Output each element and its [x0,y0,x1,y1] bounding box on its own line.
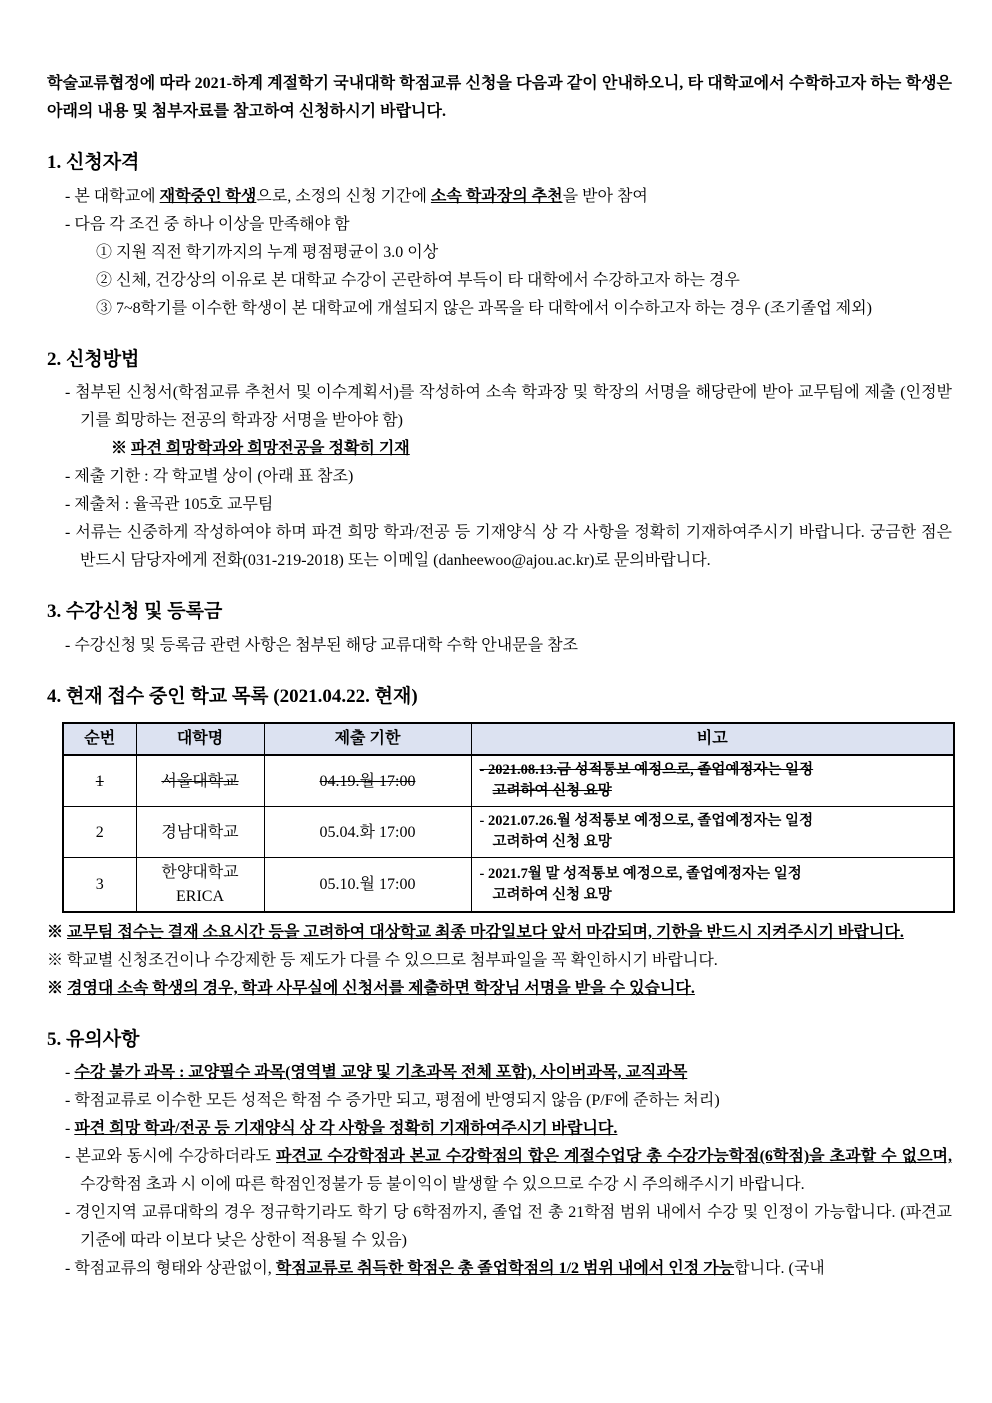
text-run: 소속 학과장의 추천 [430,187,563,205]
caution-item-form-accuracy [47,1115,952,1143]
remark-line: 고려하여 신청 요망 [492,783,612,800]
post-table-note-attachments: ※ 학교별 신청조건이나 수강제한 등 제도가 다를 수 있으므로 첨부파일을 꼭 확인하시기 바랍니다. [47,951,718,969]
remark-line: - 2021.08.13.금 성적통보 예정으로, 졸업예정자는 일정 [479,762,814,779]
text-run: ※ [111,440,132,458]
eligibility-condition-semester: ③ 7~8학기를 이수한 학생이 본 대학교에 개설되지 않은 과목을 타 대학에서 이수하고자 하는 경우 (조기졸업 제외) [96,299,872,317]
apply-deadline-item: - 제출 기한 : 각 학교별 상이 (아래 표 참조) [65,468,354,486]
university-line: 한양대학교 [161,864,239,882]
tuition-item: - 수강신청 및 등록금 관련 사항은 첨부된 해당 교류대학 수학 안내문을 참조 [65,636,579,654]
text-run: 파견 희망학과와 희망전공을 정확히 기재 [131,440,410,458]
text-run: 경영대 소속 학생의 경우, 학과 사무실에 신청서를 제출하면 학장님 서명을 받을 수 있습니다. [67,979,695,997]
section-5-heading: 5. 유의사항 [47,1028,140,1050]
text-run: - 본교와 동시에 수강하더라도 [65,1148,277,1166]
text-run: ※ [47,923,68,941]
cell-no: 2 [63,807,136,858]
text-run: 수강 불가 과목 : 교양필수 과목(영역별 교양 및 기초과목 전체 포함), 사이버과목, 교직과목 [74,1064,688,1082]
caution-item-restricted-courses [47,1059,952,1087]
caution-item-graduation-half [47,1255,952,1283]
col-header-university: 대학명 [136,723,264,755]
text-run: 으로, 소정의 신청 기간에 [256,187,431,205]
university-line: ERICA [176,887,224,905]
post-table-note-business-school [47,975,952,1003]
text-run: - 학점교류의 형태와 상관없이, [65,1260,276,1278]
post-table-note-deadline [47,919,952,947]
apply-docs-contact-item: - 서류는 신중하게 작성하여야 하며 파견 희망 학과/전공 등 기재양식 상 각 사항을 정확히 기재하여주시기 바랍니다. 궁금한 점은 반드시 담당자에게 전화(031-219-2018) 또는 이메일 (danheewoo@ajou.ac.kr)로 문의바랍니다. [65,524,952,570]
cell-no: 3 [63,858,136,912]
cell-deadline: 05.04.화 17:00 [264,807,471,858]
apply-method-item-form: - 첨부된 신청서(학점교류 추천서 및 이수계획서)를 작성하여 소속 학과장 및 학장의 서명을 해당란에 받아 교무팀에 제출 (인정받기를 희망하는 전공의 학과장 서명을 받아야 함) [65,384,952,430]
text-run: 파견교 수강학점과 본교 수강학점의 합은 계절수업당 총 수강가능학점(6학점)을 초과할 수 없으며, [276,1148,952,1166]
caution-item-grades [47,1087,952,1115]
cell-deadline: 05.10.월 17:00 [264,858,471,912]
text-run: 교무팀 접수는 결재 소요시간 등을 고려하여 대상학교 최종 마감일보다 앞서 마감되며, 기한을 반드시 지켜주시기 바랍니다. [67,923,904,941]
remark-line: - 2021.7월 말 성적통보 예정으로, 졸업예정자는 일정 [479,865,802,882]
text-run: 을 받아 참여 [562,187,648,205]
text-run: - 학점교류로 이수한 모든 성적은 학점 수 증가만 되고, 평점에 반영되지 않음 (P/F에 준하는 처리) [65,1092,720,1110]
apply-method-note [47,435,952,463]
cell-university [136,858,264,912]
text-run: 수강학점 초과 시 이에 따른 학점인정불가 등 불이익이 발생할 수 있으므로 수강 시 주의해주시기 바랍니다. [80,1176,805,1194]
section-2-heading: 2. 신청방법 [47,348,140,370]
cell-remark [471,807,954,858]
text-run: 합니다. (국내 [734,1260,825,1278]
caution-item-credit-limit [47,1143,952,1199]
col-header-no: 순번 [63,723,136,755]
table-row-hanyang-erica [63,858,954,912]
text-run: - [65,1120,75,1138]
section-1-heading: 1. 신청자격 [47,152,140,173]
text-run: - 본 대학교에 [65,187,160,205]
text-run: - [65,1064,75,1082]
text-run: 파견 희망 학과/전공 등 기재양식 상 각 사항을 정확히 기재하여주시기 바랍니다. [74,1120,618,1138]
intro-paragraph: 학술교류협정에 따라 2021-하계 계절학기 국내대학 학점교류 신청을 다음과 같이 안내하오니, 타 대학교에서 수학하고자 하는 학생은 아래의 내용 및 첨부자료를 참고하여 신청하시기 바랍니다. [47,75,952,120]
col-header-deadline: 제출 기한 [264,723,471,755]
eligibility-condition-health: ② 신체, 건강상의 이유로 본 대학교 수강이 곤란하여 부득이 타 대학에서 수강하고자 하는 경우 [96,271,740,289]
schools-table [62,722,955,912]
eligibility-item-enrolled [47,183,952,211]
cell-remark [471,858,954,912]
cell-no: 1 [63,755,136,807]
table-row-gyeongnam [63,807,954,858]
remark-line: 고려하여 신청 요망 [492,834,612,851]
eligibility-condition-gpa: ① 지원 직전 학기까지의 누계 평점평균이 3.0 이상 [96,243,439,261]
cell-deadline: 04.19.월 17:00 [264,755,471,807]
text-run: - 경인지역 교류대학의 경우 정규학기라도 학기 당 6학점까지, 졸업 전 총 21학점 범위 내에서 수강 및 인정이 가능합니다. (파견교 기준에 따라 이보다 낮은 상한이 적용될 수 있음) [65,1204,952,1250]
text-run: ※ [47,979,68,997]
cell-remark [471,755,954,807]
col-header-remark: 비고 [471,723,954,755]
cell-university: 서울대학교 [136,755,264,807]
eligibility-item-conditions: - 다음 각 조건 중 하나 이상을 만족해야 함 [65,215,350,233]
caution-item-gyeongin-region [47,1199,952,1255]
section-4-heading: 4. 현재 접수 중인 학교 목록 (2021.04.22. 현재) [47,685,418,707]
text-run: 학점교류로 취득한 학점은 총 졸업학점의 1/2 범위 내에서 인정 가능 [275,1260,735,1278]
table-header-row [63,723,954,755]
section-3-heading: 3. 수강신청 및 등록금 [47,601,223,623]
text-run: 재학중인 학생 [159,187,257,205]
table-row-seoul [63,755,954,807]
apply-place-item: - 제출처 : 율곡관 105호 교무팀 [65,496,274,514]
cell-university: 경남대학교 [136,807,264,858]
remark-line: 고려하여 신청 요망 [492,886,612,903]
remark-line: - 2021.07.26.월 성적통보 예정으로, 졸업예정자는 일정 [479,813,814,830]
